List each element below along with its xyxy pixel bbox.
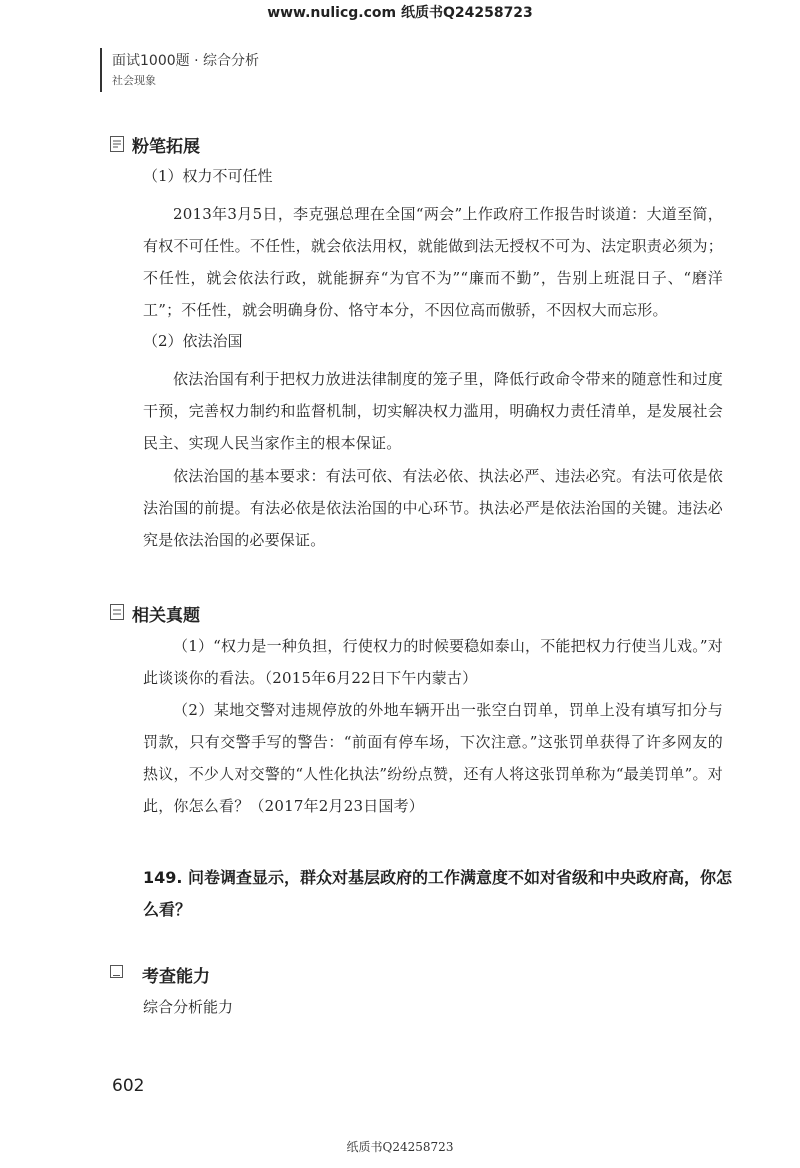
header-divider [100,48,102,92]
page-number: 602 [112,1076,145,1096]
ability-heading: 考查能力 [142,967,210,987]
checkbox-icon [110,965,123,978]
question-149: 149. 问卷调查显示，群众对基层政府的工作满意度不如对省级和中央政府高，你怎么看？ [143,868,733,919]
extension-item2-paragraph2: 依法治国的基本要求：有法可依、有法必依、执法必严、违法必究。有法可依是依法治国的前提。有法必依是依法治国的中心环节。执法必严是依法治国的关键。违法必究是依法治国的必要保证。 [143,467,723,549]
top-watermark: www.nulicg.com 纸质书Q24258723 [267,5,533,21]
related-heading: 相关真题 [132,606,200,626]
book-icon [110,136,124,152]
related-question-2: （2）某地交警对违规停放的外地车辆开出一张空白罚单，罚单上没有填写扣分与罚款，只有交警手写的警告：“前面有停车场，下次注意。”这张罚单获得了许多网友的热议，不少人对交警的“人性化执法”纷纷点赞，还有人将这张罚单称为“最美罚单”。对此，你怎么看？（2017年2月23日国考） [143,701,723,815]
extension-heading: 粉笔拓展 [132,137,200,157]
running-header-subtitle: 社会现象 [112,74,156,87]
extension-item1-heading: （1）权力不可任性 [143,167,273,185]
running-header-title: 面试1000题 · 综合分析 [112,53,259,69]
ability-text: 综合分析能力 [143,998,234,1016]
extension-item2-paragraph1: 依法治国有利于把权力放进法律制度的笼子里，降低行政命令带来的随意性和过度干预，完善权力制约和监督机制，切实解决权力滥用，明确权力责任清单，是发展社会民主、实现人民当家作主的根本保证。 [143,370,723,452]
related-question-1: （1）“权力是一种负担，行使权力的时候要稳如泰山，不能把权力行使当儿戏。”对此谈谈你的看法。（2015年6月22日下午内蒙古） [143,637,723,687]
extension-item1-paragraph: 2013年3月5日，李克强总理在全国“两会”上作政府工作报告时谈道：大道至简，有权不可任性。不任性，就会依法用权，就能做到法无授权不可为、法定职责必须为；不任性，就会依法行政，就能摒弃“为官不为”“廉而不勤”，告别上班混日子、“磨洋工”；不任性，就会明确身份、恪守本分，不因位高而傲骄，不因权大而忘形。 [143,205,723,319]
extension-item2-heading: （2）依法治国 [143,332,243,350]
bottom-watermark: 纸质书Q24258723 [346,1140,454,1154]
document-icon [110,604,124,620]
